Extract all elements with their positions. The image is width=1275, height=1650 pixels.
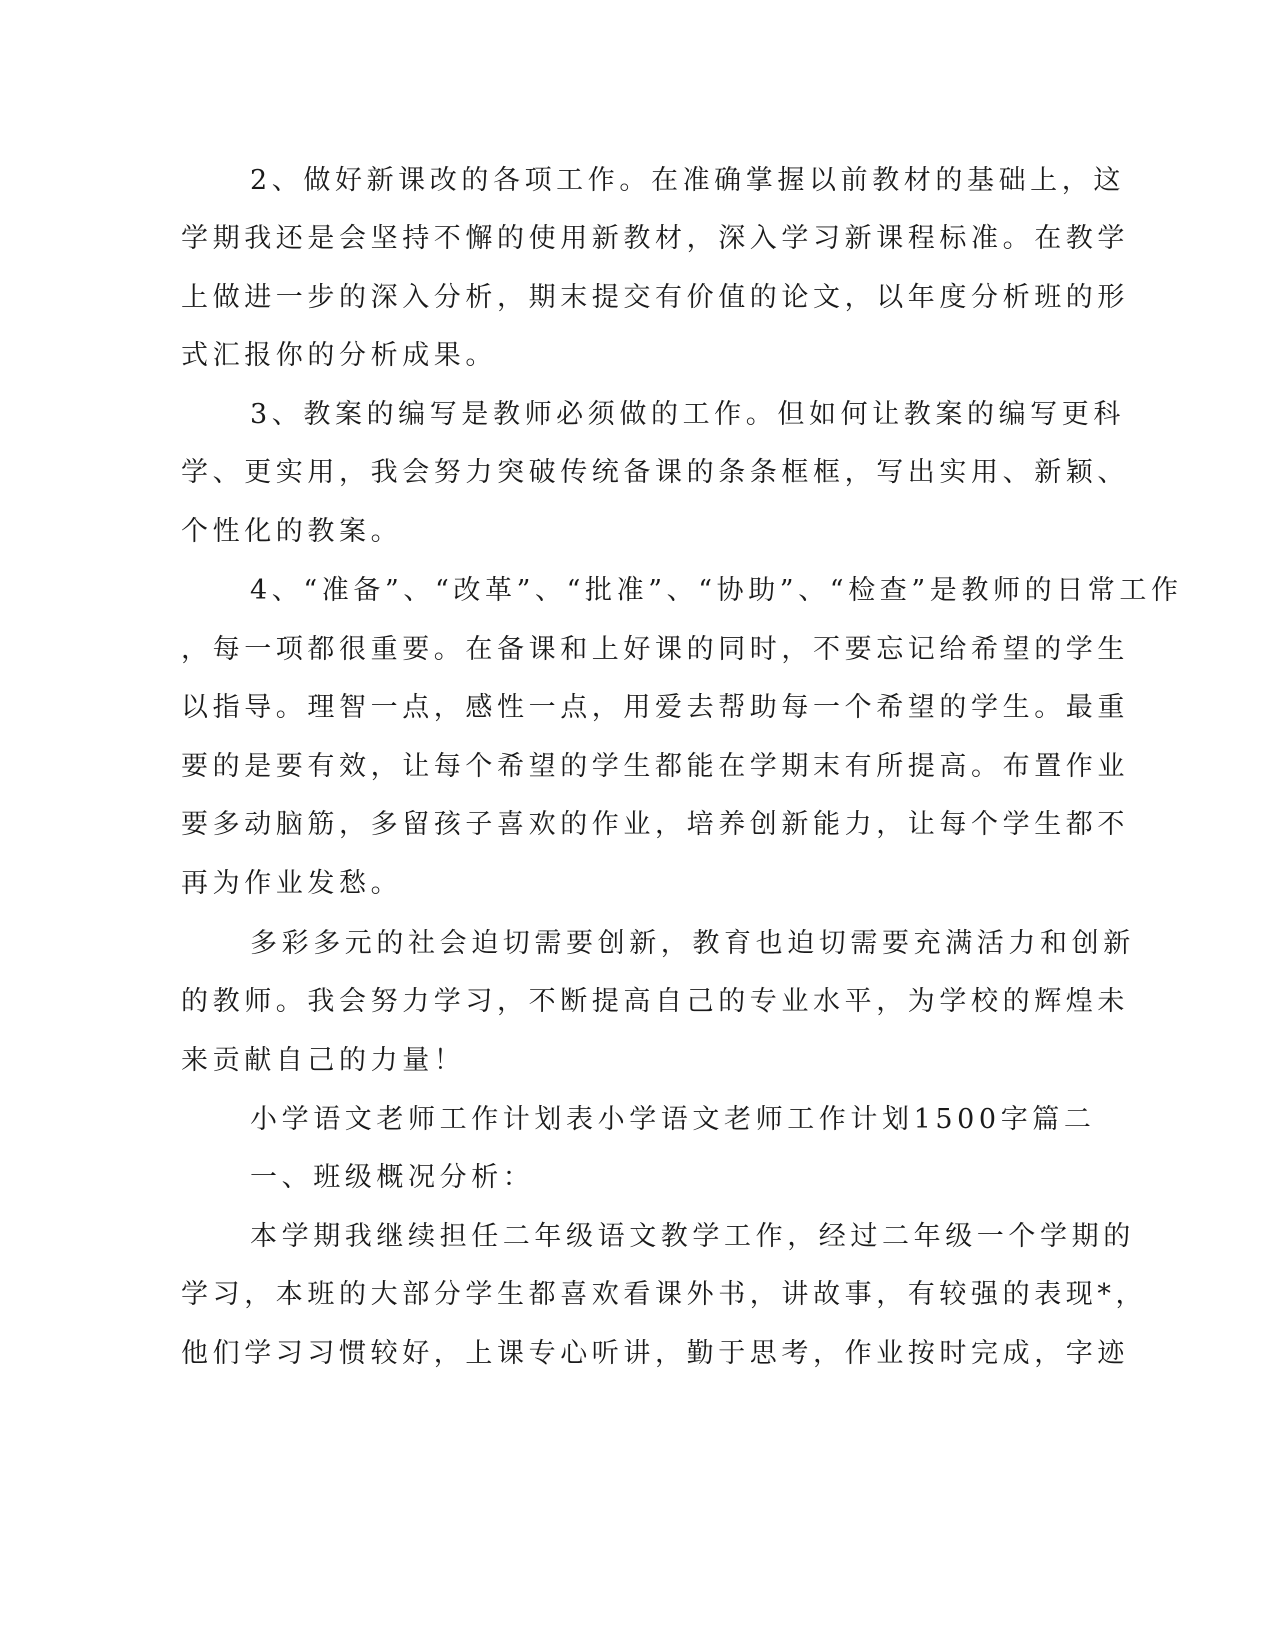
- section-title: 小学语文老师工作计划表小学语文老师工作计划1500字篇二: [250, 1104, 1096, 1135]
- text-line: 来贡献自己的力量！: [181, 1045, 466, 1076]
- text-line: 学期我还是会坚持不懈的使用新教材，深入学习新课程标准。在教学: [181, 223, 1129, 254]
- text-line: 要多动脑筋，多留孩子喜欢的作业，培养创新能力，让每个学生都不: [181, 809, 1129, 840]
- text-line: ，每一项都很重要。在备课和上好课的同时，不要忘记给希望的学生: [181, 634, 1129, 665]
- text-line: 式汇报你的分析成果。: [181, 340, 497, 371]
- text-line: 他们学习习惯较好，上课专心听讲，勤于思考，作业按时完成，字迹: [181, 1338, 1129, 1369]
- text-line: 本学期我继续担任二年级语文教学工作，经过二年级一个学期的: [250, 1221, 1135, 1252]
- text-line: 的教师。我会努力学习，不断提高自己的专业水平，为学校的辉煌未: [181, 986, 1129, 1017]
- text-line: 学、更实用，我会努力突破传统备课的条条框框，写出实用、新颖、: [181, 457, 1129, 488]
- text-line: 以指导。理智一点，感性一点，用爱去帮助每一个希望的学生。最重: [181, 692, 1129, 723]
- text-line: 3、教案的编写是教师必须做的工作。但如何让教案的编写更科: [250, 399, 1125, 430]
- text-line: 多彩多元的社会迫切需要创新，教育也迫切需要充满活力和创新: [250, 928, 1135, 959]
- text-line: 4、“准备”、“改革”、“批准”、“协助”、“检查”是教师的日常工作: [250, 575, 1183, 606]
- text-line: 再为作业发愁。: [181, 868, 403, 899]
- text-line: 个性化的教案。: [181, 516, 403, 547]
- text-line: 2、做好新课改的各项工作。在准确掌握以前教材的基础上，这: [250, 165, 1125, 196]
- text-line: 上做进一步的深入分析，期末提交有价值的论文，以年度分析班的形: [181, 282, 1129, 313]
- section-heading: 一、班级概况分析：: [250, 1162, 535, 1193]
- text-line: 要的是要有效，让每个希望的学生都能在学期末有所提高。布置作业: [181, 751, 1129, 782]
- text-line: 学习，本班的大部分学生都喜欢看课外书，讲故事，有较强的表现*，: [181, 1279, 1148, 1310]
